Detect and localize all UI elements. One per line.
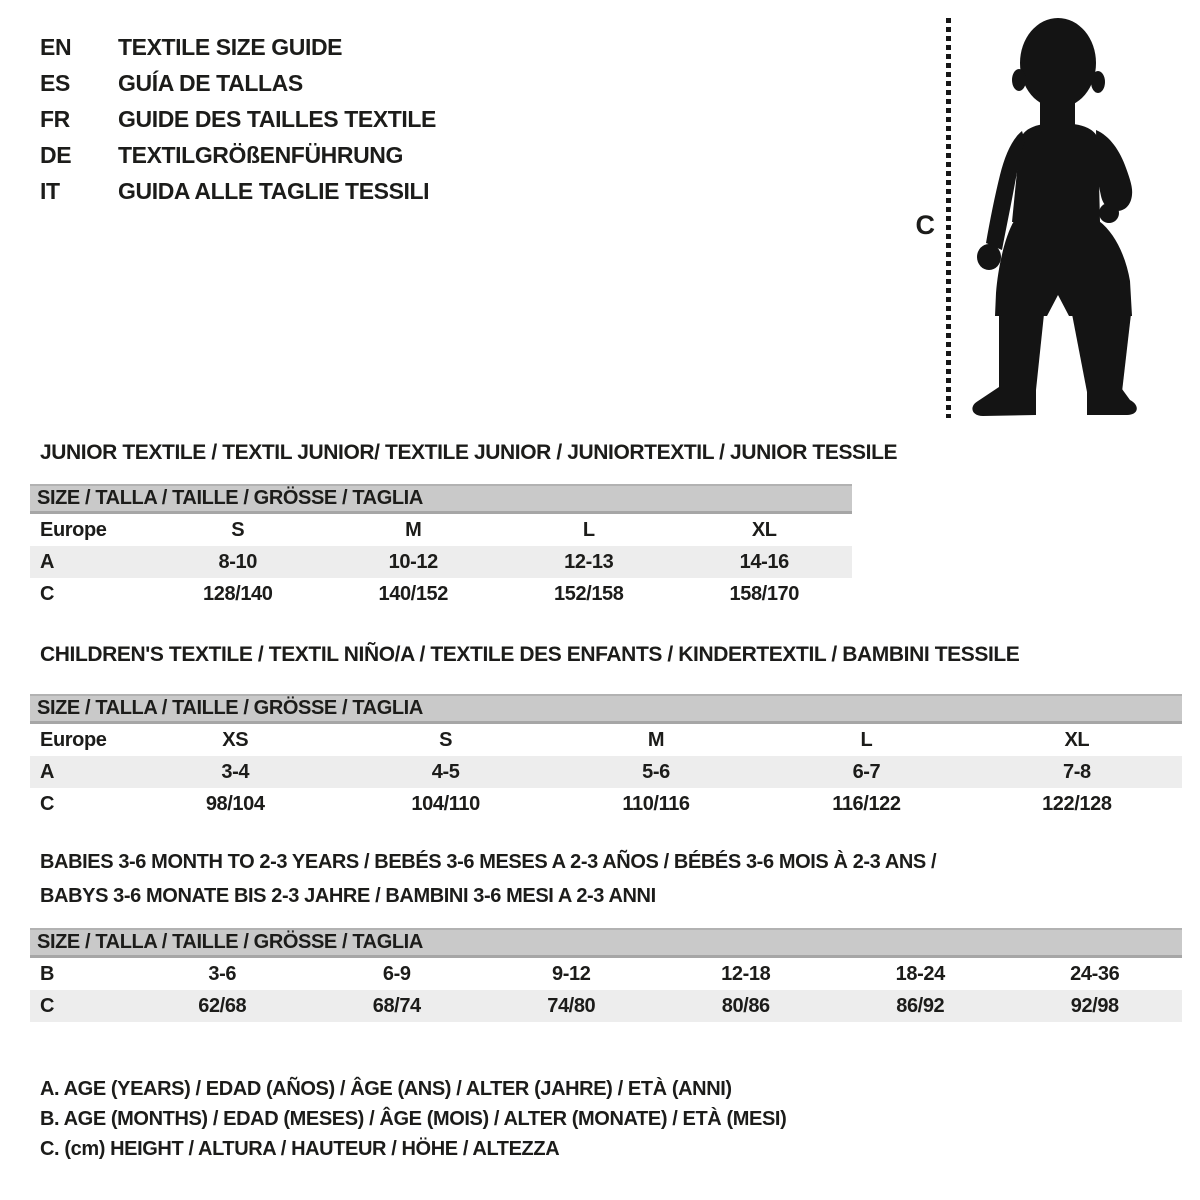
table-row-a [30, 756, 1182, 788]
height-measure-label: C [915, 210, 935, 240]
table-row-c [30, 788, 1182, 820]
junior-section-title [40, 440, 897, 466]
size-cell: S [439, 728, 453, 751]
size-header-band: SIZE / TALLA / TAILLE / GRÖSSE / TAGLIA [30, 694, 1182, 724]
language-code: IT [40, 177, 60, 204]
size-cell: L [582, 518, 595, 541]
size-cell: 116/122 [832, 792, 901, 815]
guide-title-fr: GUIDE DES TAILLES TEXTILE [118, 105, 436, 132]
size-cell: 18-24 [895, 962, 945, 985]
junior-size-table [30, 484, 852, 610]
size-cell: 80/86 [721, 994, 770, 1017]
language-code: DE [40, 141, 72, 168]
size-cell: 152/158 [554, 582, 624, 605]
legend-notes [40, 1074, 786, 1164]
size-cell: 14-16 [739, 550, 789, 573]
size-cell: 68/74 [372, 994, 421, 1017]
size-header-band: SIZE / TALLA / TAILLE / GRÖSSE / TAGLIA [30, 928, 1182, 958]
language-code: EN [40, 33, 72, 60]
size-cell: S [231, 518, 245, 541]
size-cell: 98/104 [205, 792, 265, 815]
size-cell: XL [1064, 728, 1090, 751]
language-title-list [40, 29, 436, 209]
size-cell: 140/152 [378, 582, 448, 605]
row-label: C [40, 582, 55, 605]
babies-title-line: BABIES 3-6 MONTH TO 2-3 YEARS / BEBÉS 3-6 MESES A 2-3 AÑOS / BÉBÉS 3-6 MOIS À 2-3 ANS / [40, 851, 937, 873]
table-row-c [30, 990, 1182, 1022]
language-row-es [40, 65, 436, 101]
size-cell: 8-10 [218, 550, 257, 573]
guide-title-de: TEXTILGRÖßENFÜHRUNG [118, 141, 403, 168]
size-cell: 24-36 [1070, 962, 1120, 985]
table-row-b [30, 958, 1182, 990]
size-cell: 9-12 [552, 962, 591, 985]
size-cell: 122/128 [1042, 792, 1112, 815]
legend-line-c: C. (cm) HEIGHT / ALTURA / HAUTEUR / HÖHE / ALTEZZA [40, 1138, 560, 1160]
babies-size-table [30, 928, 1182, 1022]
row-label: Europe [40, 728, 107, 751]
size-cell: M [405, 518, 422, 541]
size-cell: 7-8 [1062, 760, 1091, 783]
row-label: C [40, 994, 55, 1017]
language-row-fr [40, 101, 436, 137]
row-label: B [40, 962, 55, 985]
size-cell: 62/68 [198, 994, 247, 1017]
size-cell: M [647, 728, 665, 751]
guide-title-it: GUIDA ALLE TAGLIE TESSILI [118, 177, 430, 204]
size-cell: 110/116 [622, 792, 690, 815]
babies-title-line: BABYS 3-6 MONATE BIS 2-3 JAHRE / BAMBINI 3-6 MESI A 2-3 ANNI [40, 885, 656, 907]
size-cell: 6-9 [382, 962, 411, 985]
children-size-table [30, 694, 1182, 820]
size-cell: 158/170 [729, 582, 799, 605]
size-cell: L [860, 728, 873, 751]
table-row-europe [30, 724, 1182, 756]
size-cell: 3-6 [208, 962, 237, 985]
size-cell: XS [222, 728, 249, 751]
legend-line-a: A. AGE (YEARS) / EDAD (AÑOS) / ÂGE (ANS) / ALTER (JAHRE) / ETÀ (ANNI) [40, 1078, 732, 1100]
guide-title-en: TEXTILE SIZE GUIDE [118, 33, 343, 60]
row-label: A [40, 760, 55, 783]
language-code: ES [40, 69, 70, 96]
table-row-europe [30, 514, 852, 546]
children-title-line: CHILDREN'S TEXTILE / TEXTIL NIÑO/A / TEXTILE DES ENFANTS / KINDERTEXTIL / BAMBINI TESSILE [40, 643, 1020, 666]
height-measure-dashed-line [946, 18, 951, 418]
language-row-it [40, 173, 436, 209]
size-cell: 5-6 [642, 760, 670, 783]
toddler-silhouette-image [968, 17, 1140, 419]
size-cell: 3-4 [221, 760, 250, 783]
size-cell: XL [751, 518, 777, 541]
table-row-c [30, 578, 852, 610]
babies-section-title [40, 845, 936, 913]
language-row-de [40, 137, 436, 173]
size-cell: 86/92 [896, 994, 945, 1017]
language-row-en [40, 29, 436, 65]
row-label: C [40, 792, 55, 815]
size-header-band: SIZE / TALLA / TAILLE / GRÖSSE / TAGLIA [30, 484, 852, 514]
size-cell: 12-18 [721, 962, 771, 985]
legend-line-b: B. AGE (MONTHS) / EDAD (MESES) / ÂGE (MOIS) / ALTER (MONATE) / ETÀ (MESI) [40, 1108, 787, 1130]
size-cell: 92/98 [1070, 994, 1119, 1017]
size-cell: 104/110 [411, 792, 480, 815]
size-cell: 6-7 [852, 760, 881, 783]
size-cell: 74/80 [547, 994, 596, 1017]
junior-title-line: JUNIOR TEXTILE / TEXTIL JUNIOR/ TEXTILE JUNIOR / JUNIORTEXTIL / JUNIOR TESSILE [40, 441, 898, 464]
size-cell: 4-5 [431, 760, 460, 783]
children-section-title [40, 642, 1019, 668]
row-label: Europe [40, 518, 107, 541]
size-cell: 10-12 [388, 550, 438, 573]
size-cell: 12-13 [564, 550, 614, 573]
language-code: FR [40, 105, 70, 132]
size-cell: 128/140 [203, 582, 273, 605]
row-label: A [40, 550, 55, 573]
guide-title-es: GUÍA DE TALLAS [118, 69, 303, 96]
table-row-a [30, 546, 852, 578]
